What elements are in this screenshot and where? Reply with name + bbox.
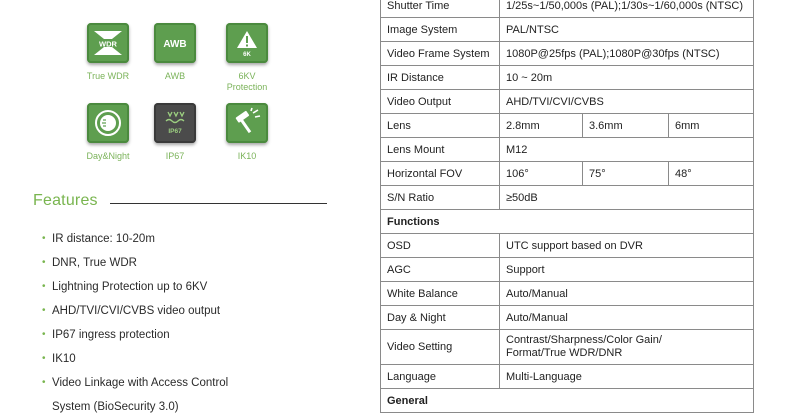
spec-value: AHD/TVI/CVI/CVBS <box>500 90 754 114</box>
spec-value: 6mm <box>669 114 754 138</box>
spec-name: Video Setting <box>381 330 500 365</box>
spec-row-white-balance <box>381 282 754 306</box>
feature-icon-awb <box>135 23 215 82</box>
spec-name: Day & Night <box>381 306 500 330</box>
spec-value: Support <box>500 258 754 282</box>
feature-item: • AHD/TVI/CVI/CVBS video output <box>40 304 228 328</box>
spec-row-sn-ratio <box>381 186 754 210</box>
specification-table <box>380 0 754 413</box>
icon-label-true-wdr: True WDR <box>86 71 130 81</box>
spec-value: ≥50dB <box>500 186 754 210</box>
spec-name: Language <box>381 365 500 389</box>
awb-icon <box>154 23 196 63</box>
icon-label-awb: AWB <box>164 71 186 81</box>
icon-label-6kv-line1: 6KV <box>238 71 256 81</box>
spec-value: 1080P@25fps (PAL);1080P@30fps (NTSC) <box>500 42 754 66</box>
feature-item: • Video Linkage with Access Control <box>40 376 228 400</box>
spec-name: Video Frame System <box>381 42 500 66</box>
spec-name: Video Output <box>381 90 500 114</box>
icon-label-day-night: Day&Night <box>86 151 130 161</box>
spec-row-osd <box>381 234 754 258</box>
spec-row-video-frame-system <box>381 42 754 66</box>
feature-icon-ik10 <box>207 103 287 162</box>
spec-value <box>500 330 754 365</box>
spec-row-video-output <box>381 90 754 114</box>
spec-row-lens-mount <box>381 138 754 162</box>
spec-row-horizontal-fov <box>381 162 754 186</box>
spec-value: 1/25s~1/50,000s (PAL);1/30s~1/60,000s (NTSC) <box>500 0 754 18</box>
section-heading: Functions <box>381 210 754 234</box>
awb-badge-text: AWB <box>163 39 187 50</box>
spec-row-shutter-time <box>381 0 754 18</box>
spec-value: Auto/Manual <box>500 306 754 330</box>
icon-label-6kv <box>207 71 287 93</box>
spec-name: White Balance <box>381 282 500 306</box>
spec-value: 3.6mm <box>583 114 669 138</box>
spec-name: Horizontal FOV <box>381 162 500 186</box>
ip67-icon <box>154 103 196 143</box>
spec-row-day-night <box>381 306 754 330</box>
spec-value: M12 <box>500 138 754 162</box>
feature-item: • Lightning Protection up to 6KV <box>40 280 228 304</box>
spec-row-image-system <box>381 18 754 42</box>
spec-value: 75° <box>583 162 669 186</box>
spec-value: PAL/NTSC <box>500 18 754 42</box>
feature-item: • DNR, True WDR <box>40 256 228 280</box>
spec-value: 10 ~ 20m <box>500 66 754 90</box>
spec-row-lens <box>381 114 754 138</box>
feature-icon-ip67 <box>135 103 215 162</box>
feature-icon-6kv <box>207 23 287 93</box>
spec-section-general <box>381 389 754 413</box>
icon-label-6kv-line2: Protection <box>226 82 268 92</box>
spec-row-ir-distance <box>381 66 754 90</box>
spec-name: S/N Ratio <box>381 186 500 210</box>
section-heading: General <box>381 389 754 413</box>
spec-row-language <box>381 365 754 389</box>
features-heading: Features <box>33 192 98 209</box>
spec-value: Auto/Manual <box>500 282 754 306</box>
spec-value: 48° <box>669 162 754 186</box>
wdr-icon <box>87 23 129 63</box>
spec-value: UTC support based on DVR <box>500 234 754 258</box>
spec-name: Lens <box>381 114 500 138</box>
features-list <box>40 232 228 416</box>
feature-item: • IK10 <box>40 352 228 376</box>
feature-item: • IP67 ingress protection <box>40 328 228 352</box>
spec-name: Lens Mount <box>381 138 500 162</box>
ip67-badge-text: IP67 <box>168 128 182 135</box>
feature-item-continuation: System (BioSecurity 3.0) <box>52 401 179 413</box>
spec-name: Shutter Time <box>381 0 500 18</box>
features-divider <box>110 203 327 204</box>
feature-item: • IR distance: 10-20m <box>40 232 228 256</box>
surge-protection-icon <box>226 23 268 63</box>
icon-label-ik10: IK10 <box>237 151 257 161</box>
spec-row-agc <box>381 258 754 282</box>
6kv-badge-text: 6K <box>243 52 251 58</box>
spec-value-line: Format/True WDR/DNR <box>506 347 623 359</box>
spec-name: IR Distance <box>381 66 500 90</box>
spec-name: AGC <box>381 258 500 282</box>
day-night-icon <box>87 103 129 143</box>
wdr-badge-text: WDR <box>99 39 117 49</box>
spec-name: Image System <box>381 18 500 42</box>
spec-value-line: Contrast/Sharpness/Color Gain/ <box>506 334 662 346</box>
spec-value: 106° <box>500 162 583 186</box>
spec-value: Multi-Language <box>500 365 754 389</box>
spec-section-functions <box>381 210 754 234</box>
spec-name: OSD <box>381 234 500 258</box>
hammer-icon <box>226 103 268 143</box>
icon-label-ip67: IP67 <box>165 151 185 161</box>
spec-value: 2.8mm <box>500 114 583 138</box>
spec-row-video-setting <box>381 330 754 365</box>
